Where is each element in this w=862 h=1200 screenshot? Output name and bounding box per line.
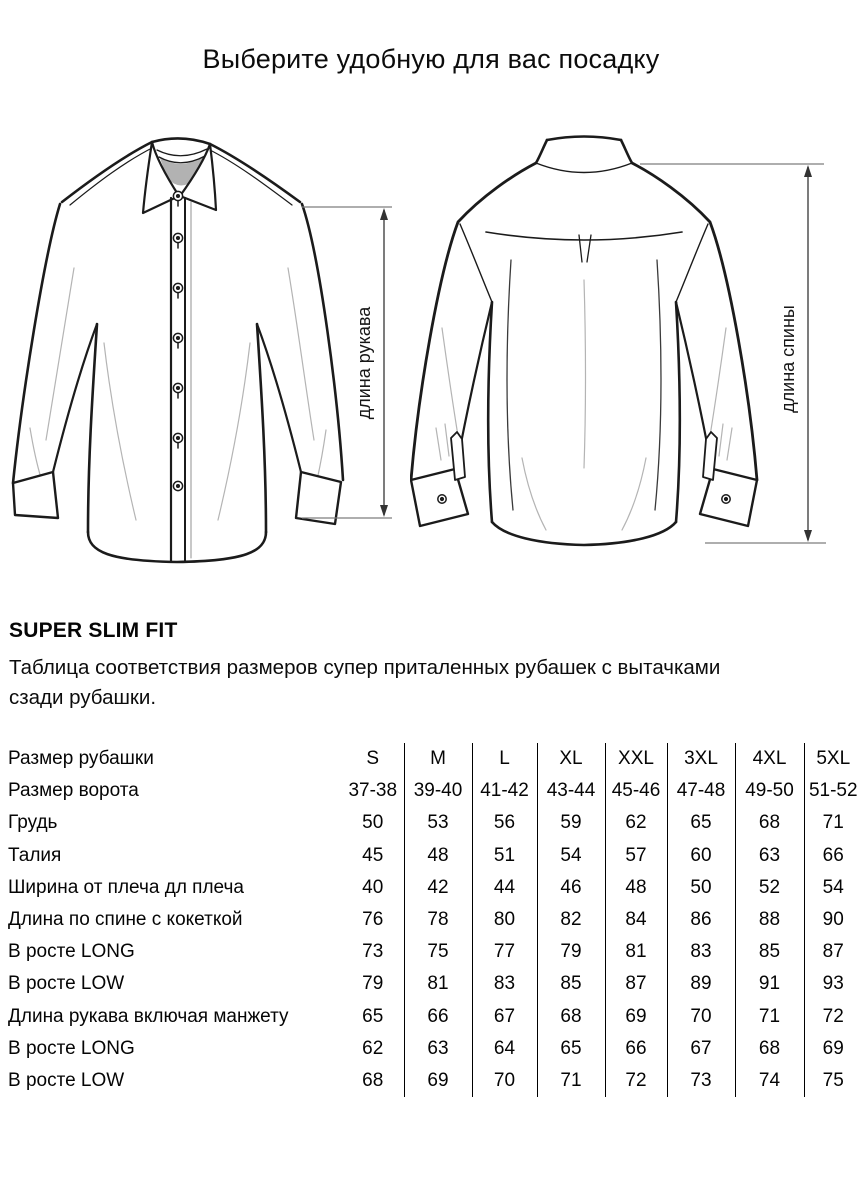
size-value-cell: 67 bbox=[472, 1001, 537, 1033]
size-value-cell: 87 bbox=[804, 936, 862, 968]
size-value-cell: S bbox=[366, 748, 380, 770]
size-value-cell: 83 bbox=[472, 968, 537, 1000]
size-value-cell: 77 bbox=[472, 936, 537, 968]
size-value-cell: 81 bbox=[605, 936, 667, 968]
size-value-cell: 37-38 bbox=[348, 780, 398, 802]
size-value-cell: 42 bbox=[404, 872, 472, 904]
size-value-cell: 74 bbox=[735, 1065, 804, 1097]
size-value-cell: 78 bbox=[404, 904, 472, 936]
size-value-cell: 87 bbox=[605, 968, 667, 1000]
table-row bbox=[8, 1033, 862, 1065]
size-value-cell: 50 bbox=[667, 872, 735, 904]
row-label: Длина по спине с кокеткой bbox=[8, 909, 243, 931]
size-value-cell: 5XL bbox=[804, 743, 862, 775]
size-value-cell: 40 bbox=[362, 876, 384, 898]
front-collar bbox=[143, 138, 216, 213]
row-label: Размер рубашки bbox=[8, 748, 154, 770]
size-value-cell: 52 bbox=[735, 872, 804, 904]
size-value-cell: 82 bbox=[537, 904, 605, 936]
size-value-cell: 47-48 bbox=[667, 775, 735, 807]
back-collar bbox=[536, 137, 632, 173]
size-value-cell: 63 bbox=[404, 1033, 472, 1065]
size-value-cell: 60 bbox=[667, 840, 735, 872]
size-value-cell: 68 bbox=[735, 1033, 804, 1065]
shirt-front-outline bbox=[13, 138, 343, 562]
size-value-cell: XXL bbox=[605, 743, 667, 775]
row-label: В росте LOW bbox=[8, 1069, 125, 1091]
row-label: В росте LOW bbox=[8, 973, 125, 995]
sleeve-length-label: длина рукава bbox=[354, 306, 374, 420]
size-value-cell: 76 bbox=[362, 909, 384, 931]
size-value-cell: 65 bbox=[362, 1005, 384, 1027]
size-value-cell: 44 bbox=[472, 872, 537, 904]
size-value-cell: 89 bbox=[667, 968, 735, 1000]
section-description bbox=[9, 653, 829, 713]
size-value-cell: 68 bbox=[362, 1069, 384, 1091]
size-value-cell: 79 bbox=[362, 973, 384, 995]
back-length-label: длина спины bbox=[778, 305, 798, 413]
size-value-cell: 80 bbox=[472, 904, 537, 936]
size-value-cell: 3XL bbox=[667, 743, 735, 775]
size-value-cell: 45-46 bbox=[605, 775, 667, 807]
size-value-cell: 48 bbox=[605, 872, 667, 904]
table-row bbox=[8, 872, 862, 904]
size-value-cell: 48 bbox=[404, 840, 472, 872]
size-value-cell: 93 bbox=[804, 968, 862, 1000]
size-value-cell: 73 bbox=[362, 941, 384, 963]
size-value-cell: 54 bbox=[537, 840, 605, 872]
size-value-cell: 70 bbox=[667, 1001, 735, 1033]
size-value-cell: 71 bbox=[537, 1065, 605, 1097]
size-table-body bbox=[8, 743, 862, 1097]
size-value-cell: 79 bbox=[537, 936, 605, 968]
row-label: Талия bbox=[8, 844, 62, 866]
size-value-cell: 73 bbox=[667, 1065, 735, 1097]
size-value-cell: 62 bbox=[362, 1037, 384, 1059]
size-value-cell: 71 bbox=[804, 807, 862, 839]
table-row bbox=[8, 743, 862, 775]
table-row bbox=[8, 840, 862, 872]
size-value-cell: 70 bbox=[472, 1065, 537, 1097]
row-label: В росте LONG bbox=[8, 1037, 135, 1059]
size-value-cell: 83 bbox=[667, 936, 735, 968]
size-value-cell: 68 bbox=[735, 807, 804, 839]
size-value-cell: 66 bbox=[804, 840, 862, 872]
size-value-cell: 39-40 bbox=[404, 775, 472, 807]
size-value-cell: 64 bbox=[472, 1033, 537, 1065]
table-row bbox=[8, 968, 862, 1000]
size-value-cell: 72 bbox=[605, 1065, 667, 1097]
size-value-cell: 69 bbox=[804, 1033, 862, 1065]
size-value-cell: XL bbox=[537, 743, 605, 775]
size-value-cell: 84 bbox=[605, 904, 667, 936]
size-table bbox=[8, 743, 862, 1097]
size-value-cell: 68 bbox=[537, 1001, 605, 1033]
size-value-cell: 54 bbox=[804, 872, 862, 904]
size-value-cell: 50 bbox=[362, 812, 384, 834]
sleeve-length-arrow bbox=[295, 198, 400, 533]
size-value-cell: 88 bbox=[735, 904, 804, 936]
size-value-cell: 46 bbox=[537, 872, 605, 904]
size-value-cell: 51 bbox=[472, 840, 537, 872]
size-value-cell: 57 bbox=[605, 840, 667, 872]
table-row bbox=[8, 1065, 862, 1097]
size-value-cell: 69 bbox=[605, 1001, 667, 1033]
size-value-cell: 65 bbox=[537, 1033, 605, 1065]
row-label: В росте LONG bbox=[8, 941, 135, 963]
size-value-cell: M bbox=[404, 743, 472, 775]
size-value-cell: 65 bbox=[667, 807, 735, 839]
size-value-cell: 43-44 bbox=[537, 775, 605, 807]
row-label: Ширина от плеча дл плеча bbox=[8, 876, 244, 898]
page-title: Выберите удобную для вас посадку bbox=[202, 44, 660, 74]
size-value-cell: 49-50 bbox=[735, 775, 804, 807]
table-row bbox=[8, 775, 862, 807]
table-row bbox=[8, 1001, 862, 1033]
size-value-cell: 4XL bbox=[735, 743, 804, 775]
size-value-cell: 56 bbox=[472, 807, 537, 839]
front-buttons bbox=[173, 191, 182, 490]
size-value-cell: 67 bbox=[667, 1033, 735, 1065]
size-value-cell: 51-52 bbox=[804, 775, 862, 807]
table-row bbox=[8, 904, 862, 936]
size-value-cell: 75 bbox=[404, 936, 472, 968]
section-heading: SUPER SLIM FIT bbox=[9, 619, 178, 642]
size-value-cell: 85 bbox=[735, 936, 804, 968]
size-value-cell: 85 bbox=[537, 968, 605, 1000]
back-length-arrow bbox=[625, 155, 840, 553]
row-label: Длина рукава включая манжету bbox=[8, 1005, 289, 1027]
row-label: Размер ворота bbox=[8, 780, 139, 802]
size-value-cell: 66 bbox=[404, 1001, 472, 1033]
size-value-cell: 81 bbox=[404, 968, 472, 1000]
size-value-cell: 90 bbox=[804, 904, 862, 936]
size-value-cell: 63 bbox=[735, 840, 804, 872]
size-value-cell: 41-42 bbox=[472, 775, 537, 807]
table-row bbox=[8, 807, 862, 839]
size-value-cell: 59 bbox=[537, 807, 605, 839]
size-value-cell: L bbox=[472, 743, 537, 775]
size-value-cell: 62 bbox=[605, 807, 667, 839]
row-label: Грудь bbox=[8, 812, 58, 834]
size-value-cell: 69 bbox=[404, 1065, 472, 1097]
size-value-cell: 75 bbox=[804, 1065, 862, 1097]
size-value-cell: 72 bbox=[804, 1001, 862, 1033]
table-row bbox=[8, 936, 862, 968]
size-value-cell: 91 bbox=[735, 968, 804, 1000]
size-value-cell: 53 bbox=[404, 807, 472, 839]
description-line: сзади рубашки. bbox=[9, 686, 157, 709]
size-value-cell: 71 bbox=[735, 1001, 804, 1033]
description-line: Таблица соответствия размеров супер приталенных рубашек с вытачками bbox=[9, 656, 721, 679]
size-value-cell: 66 bbox=[605, 1033, 667, 1065]
size-value-cell: 45 bbox=[362, 844, 384, 866]
size-value-cell: 86 bbox=[667, 904, 735, 936]
